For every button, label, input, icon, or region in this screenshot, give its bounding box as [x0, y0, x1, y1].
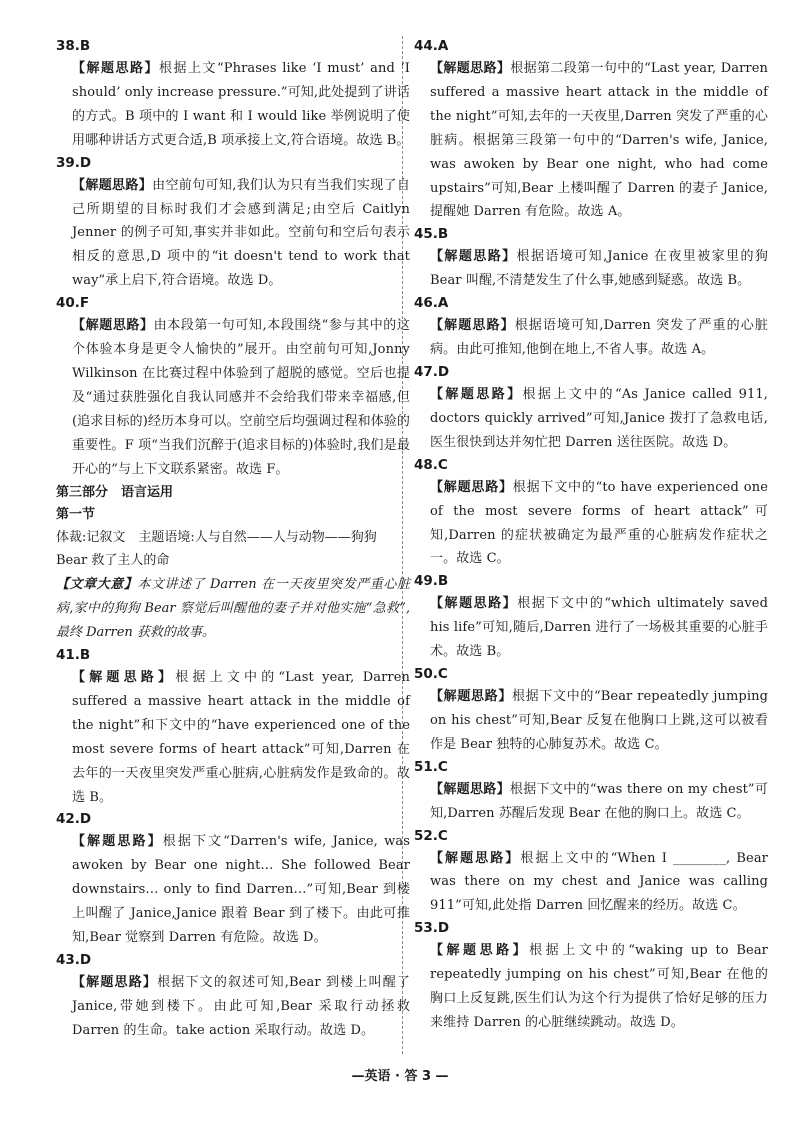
- explanation-tag: 【解题思路】: [430, 850, 521, 866]
- answer-42: [56, 809, 410, 950]
- answer-39: [56, 153, 410, 294]
- explanation-tag: 【解题思路】: [430, 61, 511, 76]
- answer-40: [56, 293, 410, 481]
- answer-explanation: [56, 666, 410, 809]
- explanation-text: 根据下文中的“to have experienced one of the most severe forms of heart attack”可知,Darren 的症状被确定为最严重的心脏病发作症状之一。故选 C。: [430, 479, 768, 567]
- genre-line: 体裁:记叙文 主题语境:人与自然——人与动物——狗狗 Bear 救了主人的命: [56, 529, 377, 569]
- answer-number: 41.B: [56, 647, 91, 664]
- explanation-text: 根据上文中的“As Janice called 911, doctors quickly arrived”可知,Janice 拨打了急救电话,医生很快到达并匆忙把 Darren 送往医院。故选 D。: [430, 386, 768, 450]
- answer-38: [56, 36, 410, 153]
- answer-number: 49.B: [414, 573, 449, 590]
- answer-number: 46.A: [414, 295, 449, 312]
- explanation-tag: 【解题思路】: [72, 177, 153, 193]
- answer-explanation: [414, 592, 768, 664]
- explanation-text: 根据上文中的“Last year, Darren suffered a massive heart attack in the middle of the night”和下文中的“have experienced one of the most severe forms of heart attack”可知,Darren 在去年的一天夜里突发严重心脏病,心脏病发作是致命的。故选 B。: [72, 670, 410, 805]
- answer-explanation: [56, 314, 410, 481]
- section-header: [56, 482, 410, 646]
- answer-51: [414, 757, 768, 826]
- answer-explanation: [56, 830, 410, 950]
- explanation-tag: 【解题思路】: [72, 318, 154, 334]
- explanation-text: 根据语境可知,Janice 在夜里被家里的狗 Bear 叫醒,不清楚发生了什么事,她感到疑惑。故选 B。: [430, 249, 768, 289]
- answer-number: 44.A: [414, 38, 449, 54]
- answer-number: 53.D: [414, 920, 450, 937]
- subsection-title: 第一节: [56, 506, 96, 522]
- article-summary: [56, 573, 410, 645]
- explanation-tag: 【解题思路】: [430, 781, 510, 797]
- answer-explanation: [414, 57, 768, 224]
- answer-explanation: [414, 685, 768, 757]
- explanation-text: 由空前句可知,我们认为只有当我们实现了自己所期望的目标时我们才会感到满足;由空后 Caitlyn Jenner 的例子可知,事实并非如此。空前句和空后句表示相反的意思,D 项中的“it doesn't tend to work that way”承上启下,符合语境。故选 D。: [72, 177, 410, 289]
- left-column: [56, 36, 410, 1043]
- explanation-text: 根据下文中的“Bear repeatedly jumping on his chest”可知,Bear 反复在他胸口上跳,这可以被看作是 Bear 独特的心肺复苏术。故选 C。: [430, 689, 768, 752]
- explanation-tag: 【解题思路】: [430, 249, 517, 265]
- explanation-text: 根据上文“Phrases like ‘I must’ and ‘I should’ only increase pressure.”可知,此处提到了讲话的方式。B 项中的 I want 和 I would like 举例说明了使用哪种讲话方式更合适,B 项承接上文,符合语境。故选 B。: [72, 61, 410, 148]
- explanation-text: 根据第二段第一句中的“Last year, Darren suffered a massive heart attack in the middle of the night”可知,去年的一天夜里,Darren 突发了严重的心脏病。根据第三段第一句中的“Darren's wife, Janice, was awoken by Bear one night, who had come upstairs”可知,Bear 上楼叫醒了 Darren 的妻子 Janice,提醒她 Darren 有危险。故选 A。: [430, 61, 768, 220]
- answer-43: [56, 950, 410, 1043]
- answer-47: [414, 362, 768, 455]
- part-title: 第三部分 语言运用: [56, 484, 174, 500]
- answer-number: 51.C: [414, 758, 448, 775]
- answer-number: 50.C: [414, 666, 448, 683]
- explanation-text: 根据下文的叙述可知,Bear 到楼上叫醒了 Janice,带她到楼下。由此可知,Bear 采取行动拯救 Darren 的生命。take action 采取行动。故选 D。: [72, 975, 410, 1038]
- explanation-tag: 【解题思路】: [430, 689, 513, 705]
- answer-53: [414, 918, 768, 1035]
- answer-explanation: [56, 971, 410, 1043]
- answer-number: 47.D: [414, 363, 450, 380]
- answer-41: [56, 645, 410, 809]
- explanation-tag: 【解题思路】: [430, 318, 515, 334]
- explanation-text: 根据下文“Darren's wife, Janice, was awoken by Bear one night… She followed Bear downstairs… only to find Darren…”可知,Bear 到楼上叫醒了 Janice,Janice 跟着 Bear 到了楼下。由此可推知,Bear 觉察到 Darren 有危险。故选 D。: [72, 834, 410, 946]
- answer-explanation: [56, 174, 410, 294]
- explanation-tag: 【解题思路】: [72, 670, 176, 686]
- explanation-text: 根据下文中的“was there on my chest”可知,Darren 苏醒后发现 Bear 在他的胸口上。故选 C。: [430, 781, 768, 821]
- explanation-tag: 【解题思路】: [72, 834, 163, 850]
- explanation-text: 根据上文中的“When I ________, Bear was there on my chest and Janice was calling 911”可知,此处指 Darren 回忆醒来的经历。故选 C。: [430, 850, 768, 914]
- answer-explanation: [414, 778, 768, 826]
- answer-explanation: [414, 847, 768, 919]
- explanation-tag: 【解题思路】: [430, 479, 513, 495]
- answer-number: 42.D: [56, 811, 92, 828]
- answer-number: 52.C: [414, 827, 448, 844]
- answer-explanation: [414, 314, 768, 362]
- answer-number: 45.B: [414, 226, 449, 243]
- explanation-tag: 【解题思路】: [72, 975, 158, 990]
- answer-number: 40.F: [56, 295, 90, 312]
- explanation-text: 根据下文中的“which ultimately saved his life”可知,随后,Darren 进行了一场极其重要的心脏手术。故选 B。: [430, 596, 769, 660]
- explanation-tag: 【解题思路】: [430, 943, 530, 959]
- answer-52: [414, 826, 768, 919]
- explanation-tag: 【解题思路】: [430, 596, 518, 612]
- answer-46: [414, 293, 768, 362]
- summary-tag: 【文章大意】: [56, 577, 138, 593]
- answer-explanation: [414, 383, 768, 455]
- answer-44: [414, 36, 768, 224]
- answer-48: [414, 455, 768, 572]
- explanation-text: 由本段第一句可知,本段围绕“参与其中的这个体验本身是更令人愉快的”展开。由空前句可知,Jonny Wilkinson 在比赛过程中体验到了超脱的感觉。空后也提及“通过获胜强化自我认同感并不会给我们带来幸福感,但(追求目标的)经历本身可以。空前空后均强调过程和体验的重要性。F 项“当我们沉醉于(追求目标的)体验时,我们是最开心的”与上下文联系紧密。故选 F。: [72, 318, 411, 477]
- answer-explanation: [414, 939, 768, 1035]
- answer-50: [414, 664, 768, 757]
- page-footer: —英语 · 答 3 —: [351, 1069, 449, 1084]
- answer-explanation: [414, 245, 768, 293]
- explanation-tag: 【解题思路】: [430, 386, 523, 402]
- right-column: [414, 36, 768, 1035]
- answer-45: [414, 224, 768, 293]
- summary-text: 本文讲述了 Darren 在一天夜里突发严重心脏病,家中的狗狗 Bear 察觉后叫醒他的妻子并对他实施“急救”,最终 Darren 获救的故事。: [56, 577, 410, 641]
- answer-explanation: [414, 476, 768, 572]
- explanation-tag: 【解题思路】: [72, 61, 160, 76]
- explanation-text: 根据语境可知,Darren 突发了严重的心脏病。由此可推知,他倒在地上,不省人事。故选 A。: [430, 318, 768, 358]
- answer-explanation: [56, 57, 410, 153]
- explanation-text: 根据上文中的“waking up to Bear repeatedly jumping on his chest”可知,Bear 在他的胸口上反复跳,医生们认为这个行为提供了恰好足够的压力来维持 Darren 的心脏继续跳动。故选 D。: [430, 943, 768, 1030]
- answer-49: [414, 571, 768, 664]
- answer-number: 43.D: [56, 952, 92, 968]
- answer-number: 38.B: [56, 38, 91, 54]
- answer-number: 48.C: [414, 456, 448, 473]
- answer-number: 39.D: [56, 154, 92, 171]
